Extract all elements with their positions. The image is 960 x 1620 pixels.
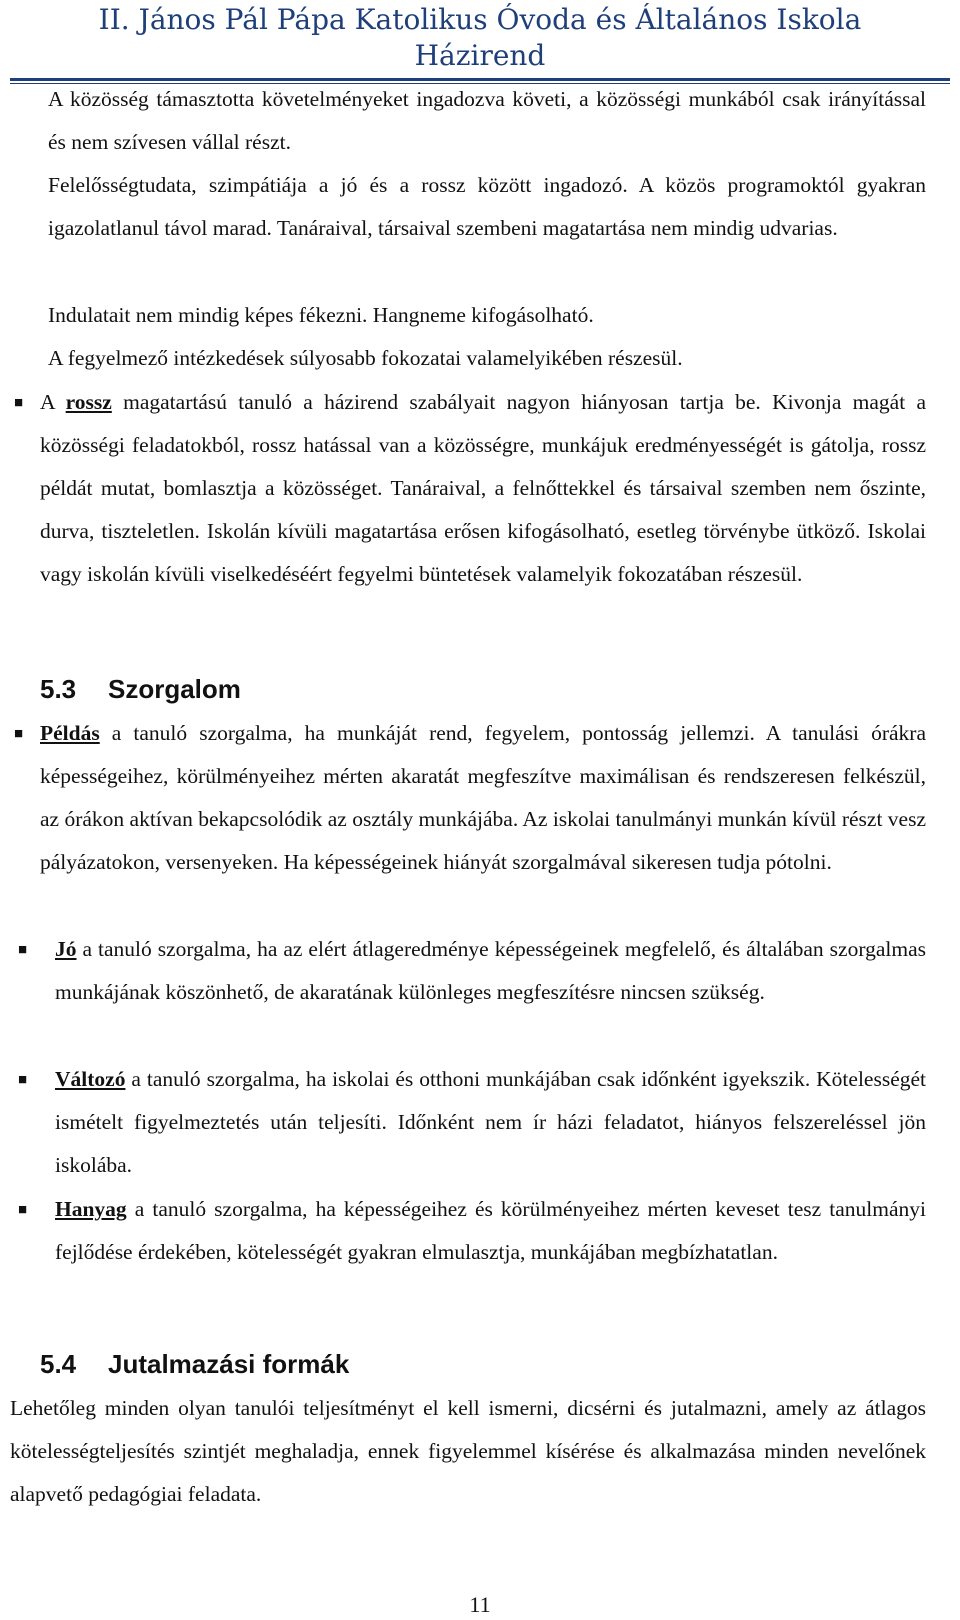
bad-prefix: A bbox=[40, 390, 66, 414]
keyword-pecldas: Példás bbox=[40, 721, 100, 745]
paragraph-community: A közösség támasztotta követelményeket ingadozva követi, a közösségi munkából csak irányítással és nem szívesen vállal részt. bbox=[48, 87, 926, 154]
page-number: 11 bbox=[469, 1592, 491, 1617]
keyword-rossz: rossz bbox=[65, 390, 112, 414]
section-title: Szorgalom bbox=[108, 674, 241, 704]
paragraph-diligence-negligent bbox=[55, 1188, 926, 1274]
bullet-square-icon: ■ bbox=[14, 395, 24, 411]
keyword-jo: Jó bbox=[55, 937, 77, 961]
school-name: II. János Pál Pápa Katolikus Óvoda és Általános Iskola bbox=[98, 3, 862, 36]
bad-conduct-text: magatartású tanuló a házirend szabályait nagyon hiányosan tartja be. Kivonja magát a közösségi feladatokból, rossz hatással van a közösségre, munkájuk eredményességét is gátolja, rossz példát mutat, bomlasztja a közösséget. Tanáraival, a felnőttekkel és társaival szemben nem őszinte, durva, tiszteletlen. Iskolán kívüli magatartása erősen kifogásolható, esetleg törvénybe ütköző. Iskolai vagy iskolán kívüli viselkedéséért fegyelmi büntetések valamelyik fokozatában részesül. bbox=[40, 390, 927, 586]
paragraph-bad-conduct bbox=[40, 381, 926, 596]
paragraph-diligence-exemplary bbox=[40, 712, 926, 884]
paragraph-responsibility: Felelősségtudata, szimpátiája a jó és a rossz között ingadozó. A közös programoktól gyakran igazolatlanul távol marad. Tanáraival, társaival szembeni magatartása nem mindig udvarias. bbox=[48, 173, 926, 240]
bullet-square-icon: ■ bbox=[18, 1202, 28, 1218]
bullet-square-icon: ■ bbox=[14, 726, 24, 742]
keyword-hanyag: Hanyag bbox=[55, 1197, 127, 1221]
paragraph-diligence-good bbox=[55, 928, 926, 1014]
section-heading-5-3 bbox=[40, 674, 241, 705]
section-number: 5.4 bbox=[40, 1349, 77, 1379]
paragraph-discipline: A fegyelmező intézkedések súlyosabb fokozatai valamelyikében részesül. bbox=[48, 346, 683, 370]
paragraph-diligence-variable bbox=[55, 1058, 926, 1187]
section-title: Jutalmazási formák bbox=[108, 1349, 350, 1379]
item-text: a tanuló szorgalma, ha iskolai és otthoni munkájában csak időnként igyekszik. Kötelességét ismételt figyelmeztetés után teljesíti. Időnként nem ír házi feladatot, hiányos felszereléssel jön iskolába. bbox=[55, 1067, 926, 1177]
paragraph-temper: Indulatait nem mindig képes fékezni. Hangneme kifogásolható. bbox=[48, 303, 594, 327]
document-title: Házirend bbox=[414, 39, 546, 72]
keyword-valtozo: Változó bbox=[55, 1067, 126, 1091]
bullet-square-icon: ■ bbox=[18, 942, 28, 958]
section-heading-5-4 bbox=[40, 1349, 349, 1380]
paragraph-rewards: Lehetőleg minden olyan tanulói teljesítményt el kell ismerni, dicsérni és jutalmazni, amely az átlagos kötelességteljesítés szintjét meghaladja, ennek figyelemmel kísérése és alkalmazása minden nevelőnek alapvető pedagógiai feladata. bbox=[10, 1396, 926, 1506]
item-text: a tanuló szorgalma, ha az elért átlageredménye képességeinek megfelelő, és általában szorgalmas munkájának köszönhető, de akaratának különleges megfeszítésre nincsen szükség. bbox=[55, 937, 926, 1004]
section-number: 5.3 bbox=[40, 674, 77, 704]
item-text: a tanuló szorgalma, ha munkáját rend, fegyelem, pontosság jellemzi. A tanulási órákra képességeihez, körülményeihez mérten akaratát megfeszítve maximálisan és rendszeresen felkészül, az órákon aktívan bekapcsolódik az osztály munkájába. Az iskolai tanulmányi munkán kívül részt vesz pályázatokon, versenyeken. Ha képességeinek hiányát szorgalmával sikeresen tudja pótolni. bbox=[40, 721, 927, 874]
bullet-square-icon: ■ bbox=[18, 1072, 28, 1088]
item-text: a tanuló szorgalma, ha képességeihez és körülményeihez mérten keveset tesz tanulmányi fejlődése érdekében, kötelességét gyakran elmulasztja, munkájában megbízhatatlan. bbox=[55, 1197, 926, 1264]
page-header bbox=[0, 0, 960, 74]
